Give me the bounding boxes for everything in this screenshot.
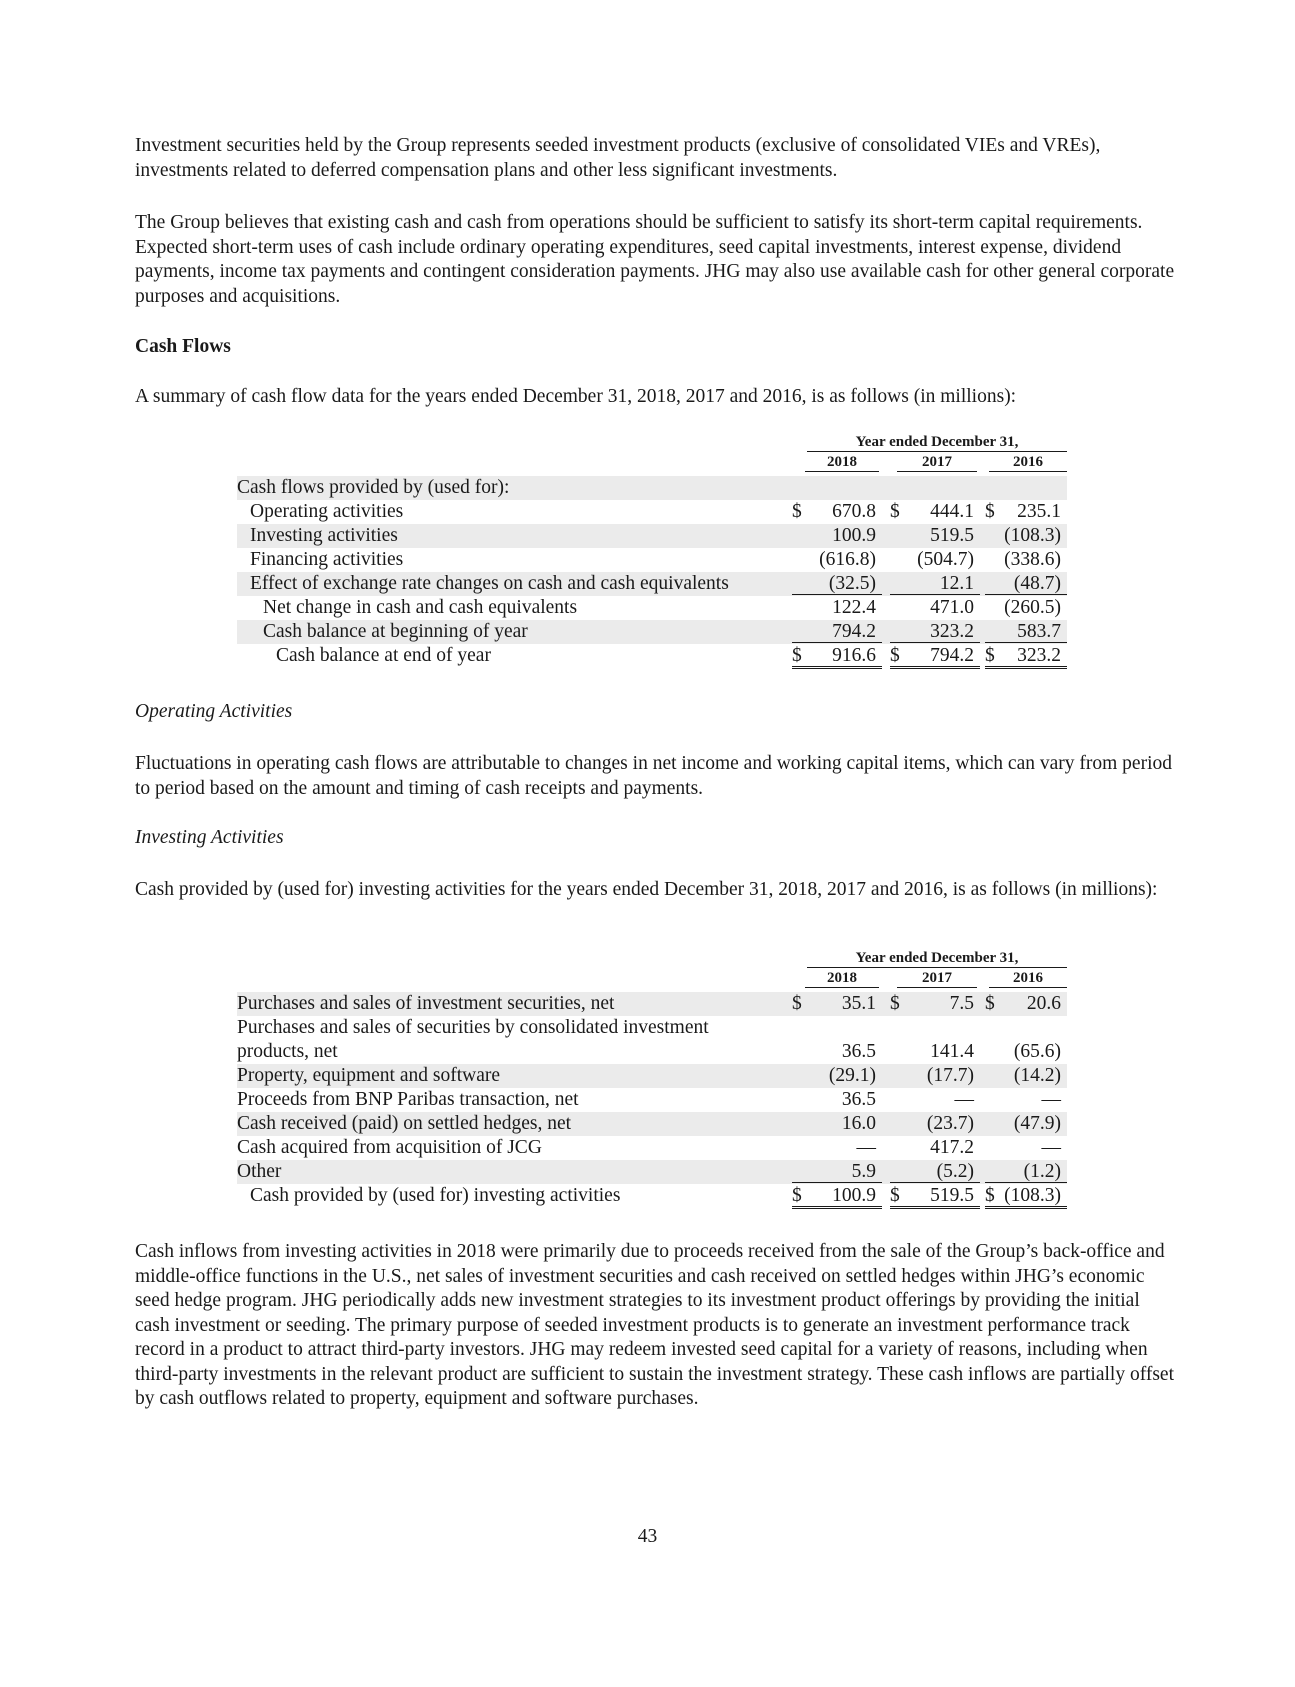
currency-symbol: $: [792, 645, 802, 666]
cell-value: 100.9: [832, 1185, 876, 1206]
investing-activities-discussion: Cash inflows from investing activities in 2018 were primarily due to proceeds received from the sale of the Group’s back-office and middle-office functions in the U.S., net sales of investment securities and cash received on settled hedges within JHG’s economic seed hedge program. JHG periodically adds new investment strategies to its investment product offerings by providing the initial cash investment or seeding. The primary purpose of seeded investment products is to generate an investment performance track record in a product to attract third-party investors. JHG may redeem invested seed capital for a variety of reasons, including when third-party investments in the relevant product are sufficient to sustain the investment strategy. These cash inflows are partially offset by cash outflows related to property, equipment and software purchases.: [135, 1241, 1174, 1409]
currency-symbol: $: [792, 501, 802, 522]
intro-paragraph-investment-securities: Investment securities held by the Group represents seeded investment products (exclusive of consolidated VIEs and VREs), investments related to deferred compensation plans and other less significant investments.: [135, 135, 1101, 181]
row-label: Financing activities: [250, 549, 404, 570]
cell-2016: [985, 1184, 1067, 1209]
operating-activities-heading: Operating Activities: [135, 701, 293, 722]
col-header-2017: 2017: [897, 970, 977, 988]
currency-symbol: $: [985, 501, 995, 522]
cell-2018: [792, 1112, 882, 1134]
cell-value: —: [1041, 1137, 1061, 1158]
table-row-total: [237, 1184, 1067, 1208]
cell-value: (108.3): [1004, 1185, 1061, 1206]
currency-symbol: $: [985, 645, 995, 666]
col-header-2018: 2018: [805, 454, 879, 472]
table-row-total: [237, 644, 1067, 668]
row-label: Proceeds from BNP Paribas transaction, net: [237, 1089, 579, 1110]
cell-value: 444.1: [930, 501, 974, 522]
cell-2018: [792, 644, 882, 669]
col-header-2016: 2016: [989, 454, 1067, 472]
row-label: Purchases and sales of securities by consolidated investment: [237, 1017, 709, 1038]
table-row: [237, 1064, 1067, 1088]
cell-2017: [890, 1184, 980, 1209]
cell-value: 122.4: [832, 597, 876, 618]
table-row: [237, 572, 1067, 596]
cell-value: 235.1: [1017, 501, 1061, 522]
cell-value: (47.9): [1013, 1113, 1061, 1134]
cell-value: 20.6: [1026, 993, 1061, 1014]
cell-value: 519.5: [930, 1185, 974, 1206]
row-label: Cash balance at beginning of year: [263, 621, 528, 642]
cell-2016: [985, 1064, 1067, 1086]
cell-value: 5.9: [851, 1161, 876, 1182]
cell-2017: [890, 1112, 980, 1134]
cell-2016: [985, 596, 1067, 618]
cell-value: 323.2: [1017, 645, 1061, 666]
cell-2016: [985, 620, 1067, 643]
table-row: [237, 524, 1067, 548]
cell-value: 519.5: [930, 525, 974, 546]
currency-symbol: $: [890, 1185, 900, 1206]
currency-symbol: $: [792, 1185, 802, 1206]
cell-2017: [890, 644, 980, 669]
cell-value: 36.5: [841, 1089, 876, 1110]
cell-2017: [890, 1160, 980, 1183]
currency-symbol: $: [890, 645, 900, 666]
table-row: [237, 620, 1067, 644]
cell-2018: [792, 1064, 882, 1086]
cell-2018: [792, 524, 882, 546]
cell-value: —: [954, 1089, 974, 1110]
row-label: Cash flows provided by (used for):: [237, 477, 510, 498]
cell-2017: [890, 992, 980, 1014]
investing-activities-intro: Cash provided by (used for) investing activities for the years ended December 31, 2018, 2017 and 2016, is as follows (in millions):: [135, 879, 1158, 900]
cell-value: —: [856, 1137, 876, 1158]
cell-value: 35.1: [841, 993, 876, 1014]
row-label: Property, equipment and software: [237, 1065, 500, 1086]
cell-2016: [985, 1112, 1067, 1134]
cell-2018: [792, 500, 882, 522]
row-label: Investing activities: [250, 525, 398, 546]
cell-value: 16.0: [841, 1113, 876, 1134]
cell-2017: [890, 1136, 980, 1158]
cell-value: 100.9: [832, 525, 876, 546]
cell-value: (1.2): [1023, 1161, 1061, 1182]
cell-2017: [890, 1064, 980, 1086]
table-row: [237, 1160, 1067, 1184]
cell-2016: [985, 1088, 1067, 1110]
cell-2017: [890, 548, 980, 570]
cell-value: (5.2): [936, 1161, 974, 1182]
row-label: Cash acquired from acquisition of JCG: [237, 1137, 542, 1158]
cell-2017: [890, 1088, 980, 1110]
cell-value: (504.7): [917, 549, 974, 570]
investing-activities-heading: Investing Activities: [135, 827, 284, 848]
table-row: [237, 1016, 1067, 1040]
cell-value: (616.8): [819, 549, 876, 570]
row-label: Cash received (paid) on settled hedges, net: [237, 1113, 572, 1134]
cell-value: (108.3): [1004, 525, 1061, 546]
cell-2016: [985, 572, 1067, 595]
row-label: Cash balance at end of year: [276, 645, 491, 666]
cash-flows-heading: Cash Flows: [135, 336, 231, 357]
col-header-2016: 2016: [989, 970, 1067, 988]
intro-paragraph-liquidity: The Group believes that existing cash and cash from operations should be sufficient to satisfy its short-term capital requirements. Expected short-term uses of cash include ordinary operating expenditures, seed capital investments, interest expense, dividend payments, income tax payments and contingent consideration payments. JHG may also use available cash for other general corporate purposes and acquisitions.: [135, 212, 1175, 307]
table-row: [237, 1040, 1067, 1064]
cell-value: (29.1): [828, 1065, 876, 1086]
cell-value: 916.6: [832, 645, 876, 666]
operating-activities-paragraph: Fluctuations in operating cash flows are attributable to changes in net income and working capital items, which can vary from period to period based on the amount and timing of cash receipts and payments.: [135, 753, 1172, 799]
cell-2018: [792, 1136, 882, 1158]
cell-2018: [792, 1160, 882, 1183]
currency-symbol: $: [985, 993, 995, 1014]
cell-2018: [792, 596, 882, 618]
cell-value: 794.2: [930, 645, 974, 666]
cell-2018: [792, 1184, 882, 1209]
cell-value: (338.6): [1004, 549, 1061, 570]
table-row: [237, 548, 1067, 572]
cell-2016: [985, 500, 1067, 522]
cell-2016: [985, 992, 1067, 1014]
currency-symbol: $: [985, 1185, 995, 1206]
currency-symbol: $: [890, 993, 900, 1014]
cell-2017: [890, 524, 980, 546]
cell-value: 417.2: [930, 1137, 974, 1158]
cash-flow-summary-intro: A summary of cash flow data for the years ended December 31, 2018, 2017 and 2016, is as follows (in millions):: [135, 386, 1017, 407]
cell-value: —: [1041, 1089, 1061, 1110]
cell-2016: [985, 524, 1067, 546]
row-label: Effect of exchange rate changes on cash and cash equivalents: [250, 573, 729, 594]
table-row: [237, 1088, 1067, 1112]
cell-value: 583.7: [1017, 621, 1061, 642]
cell-2018: [792, 548, 882, 570]
cell-value: 471.0: [930, 597, 974, 618]
table-row: [237, 1112, 1067, 1136]
cell-value: (32.5): [828, 573, 876, 594]
cell-value: (23.7): [926, 1113, 974, 1134]
cell-value: 141.4: [930, 1041, 974, 1062]
row-label: Cash provided by (used for) investing activities: [250, 1185, 621, 1206]
cell-value: (14.2): [1013, 1065, 1061, 1086]
cell-2016: [985, 1136, 1067, 1158]
cell-2018: [792, 1040, 882, 1062]
row-label: Purchases and sales of investment securities, net: [237, 993, 615, 1014]
table-row: [237, 596, 1067, 620]
cell-value: 36.5: [841, 1041, 876, 1062]
cell-2017: [890, 1040, 980, 1062]
cell-2018: [792, 1088, 882, 1110]
table-header-year-ended: Year ended December 31,: [807, 434, 1067, 452]
row-label: Other: [237, 1161, 282, 1182]
cell-2016: [985, 1040, 1067, 1062]
table-row: [237, 1136, 1067, 1160]
cell-value: (17.7): [926, 1065, 974, 1086]
cell-2016: [985, 548, 1067, 570]
table-row: [237, 992, 1067, 1016]
cell-value: (260.5): [1004, 597, 1061, 618]
cell-2016: [985, 1160, 1067, 1183]
currency-symbol: $: [890, 501, 900, 522]
cell-2016: [985, 644, 1067, 669]
table-row: [237, 476, 1067, 500]
cell-2017: [890, 620, 980, 643]
currency-symbol: $: [792, 993, 802, 1014]
row-label: products, net: [237, 1041, 338, 1062]
cell-2018: [792, 620, 882, 643]
cell-value: 794.2: [832, 621, 876, 642]
cell-value: 12.1: [939, 573, 974, 594]
cell-value: 670.8: [832, 501, 876, 522]
cell-2017: [890, 572, 980, 595]
col-header-2018: 2018: [805, 970, 879, 988]
row-label: Operating activities: [250, 501, 404, 522]
cell-2018: [792, 572, 882, 595]
table-header-year-ended: Year ended December 31,: [807, 950, 1067, 968]
cell-2017: [890, 596, 980, 618]
col-header-2017: 2017: [897, 454, 977, 472]
cell-value: 7.5: [949, 993, 974, 1014]
cell-value: 323.2: [930, 621, 974, 642]
row-label: Net change in cash and cash equivalents: [263, 597, 578, 618]
cell-value: (65.6): [1013, 1041, 1061, 1062]
cell-2017: [890, 500, 980, 522]
cell-value: (48.7): [1013, 573, 1061, 594]
page-number: 43: [637, 1526, 658, 1547]
cell-2018: [792, 992, 882, 1014]
table-row: [237, 500, 1067, 524]
